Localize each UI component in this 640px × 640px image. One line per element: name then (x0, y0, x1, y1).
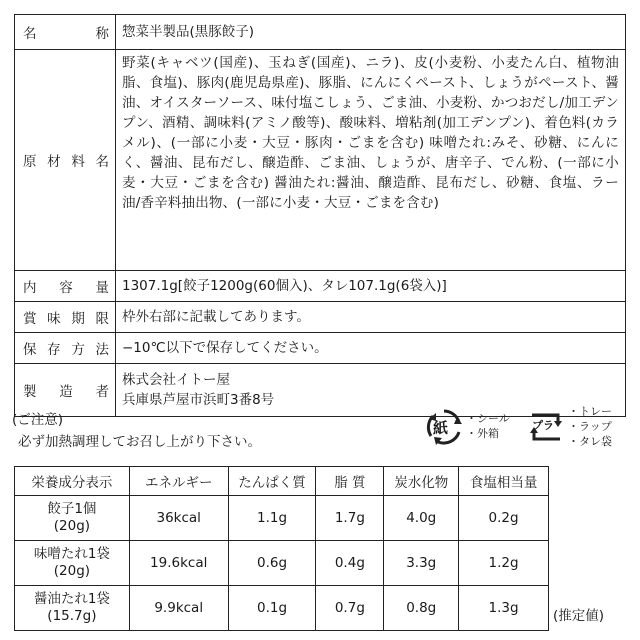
nutrition-row-title: 味噌たれ1袋 (33, 546, 110, 562)
nutrition-header-cell: 脂 質 (316, 467, 384, 496)
label-value-expiry: 枠外右部に記載してあります。 (116, 302, 626, 333)
nutrition-row-weight: (20g) (53, 518, 91, 534)
nutrition-row-weight: (20g) (53, 563, 91, 579)
nutrition-cell: 3.3g (384, 541, 459, 586)
nutrition-cell: 1.3g (459, 586, 549, 631)
nutrition-header-cell: 炭水化物 (384, 467, 459, 496)
product-label-table (14, 14, 626, 417)
label-key-name: 名 称 (15, 15, 116, 50)
nutrition-row-title: 餃子1個 (47, 501, 97, 517)
ingredients-text: 野菜(キャベツ(国産)、玉ねぎ(国産)、ニラ)、皮(小麦粉、小麦たん白、植物油脂、食塩)、豚肉(鹿児島県産)、豚脂、にんにくペースト、しょうがペースト、醤油、オイスターソース、味付塩こしょう、ごま油、小麦粉、かつおだし/加工デンプン、酒精、調味料(アミノ酸等)、酸味料、増粘剤(加工デンプン)、着色料(カラメル)、(一部に小麦・大豆・豚肉・ごまを含む) 味噌たれ:みそ、砂糖、にんにく、醤油、昆布だし、醸造酢、ごま油、しょうが、唐辛子、でん粉、(一部に小麦・大豆・ごまを含む) 醤油たれ:醤油、醸造酢、昆布だし、砂糖、食塩、ラー油/香辛料抽出物、(一部に小麦・大豆・ごまを含む) (122, 55, 619, 211)
nutrition-row (15, 496, 549, 541)
plastic-item: ・トレー (568, 405, 612, 418)
nutrition-header-row (15, 467, 549, 496)
label-row-volume (15, 271, 626, 302)
maker-address: 兵庫県芦屋市浜町3番8号 (122, 392, 275, 408)
nutrition-cell: 9.9kcal (129, 586, 228, 631)
label-value-volume: 1307.1g[餃子1200g(60個入)、タレ107.1g(6袋入)] (116, 271, 626, 302)
nutrition-cell: 0.6g (228, 541, 316, 586)
paper-item: ・外箱 (466, 427, 499, 440)
plastic-item: ・ラップ (568, 420, 612, 433)
nutrition-header-cell: エネルギー (129, 467, 228, 496)
nutrition-cell: 0.1g (228, 586, 316, 631)
label-key-volume: 内 容 量 (15, 271, 116, 302)
label-value-name: 惣菜半製品(黒豚餃子) (116, 15, 626, 50)
plastic-item: ・タレ袋 (568, 435, 612, 448)
label-key-storage: 保存方法 (15, 333, 116, 364)
nutrition-header-cell: たんぱく質 (228, 467, 316, 496)
nutrition-cell: 1.1g (228, 496, 316, 541)
plastic-symbol: プラ (532, 419, 554, 432)
label-row-expiry (15, 302, 626, 333)
label-key-ingredients: 原材料名 (15, 50, 116, 271)
nutrition-cell: 0.7g (316, 586, 384, 631)
label-value-storage: −10℃以下で保存してください。 (116, 333, 626, 364)
label-key-expiry: 賞味期限 (15, 302, 116, 333)
nutrition-row-label (15, 586, 130, 631)
nutrition-cell: 0.4g (316, 541, 384, 586)
paper-items (466, 411, 510, 441)
nutrition-row-label (15, 496, 130, 541)
label-value-ingredients (116, 50, 626, 271)
label-row-ingredients (15, 50, 626, 271)
nutrition-row-weight: (15.7g) (47, 608, 97, 624)
plastic-recycle-mark (524, 405, 634, 449)
nutrition-header-cell: 栄養成分表示 (15, 467, 130, 496)
plastic-items (568, 404, 612, 449)
nutrition-cell: 1.7g (316, 496, 384, 541)
nutrition-cell: 0.2g (459, 496, 549, 541)
nutrition-cell: 19.6kcal (129, 541, 228, 586)
nutrition-header-cell: 食塩相当量 (459, 467, 549, 496)
notes-text: 必ず加熱調理してお召し上がり下さい。 (18, 434, 261, 450)
nutrition-cell: 1.2g (459, 541, 549, 586)
label-row-name (15, 15, 626, 50)
label-key-maker: 製 造 者 (15, 364, 116, 417)
nutrition-cell: 0.8g (384, 586, 459, 631)
label-row-storage (15, 333, 626, 364)
nutrition-row-title: 醤油たれ1袋 (33, 591, 110, 607)
paper-symbol: 紙 (433, 419, 449, 437)
paper-item: ・シール (466, 412, 510, 425)
nutrition-row (15, 541, 549, 586)
estimate-note: (推定値) (553, 608, 605, 624)
nutrition-cell: 36kcal (129, 496, 228, 541)
maker-name: 株式会社イトー屋 (122, 372, 230, 388)
nutrition-cell: 4.0g (384, 496, 459, 541)
notes-heading: (ご注意) (12, 412, 64, 428)
nutrition-table (14, 466, 549, 631)
nutrition-row-label (15, 541, 130, 586)
nutrition-row (15, 586, 549, 631)
